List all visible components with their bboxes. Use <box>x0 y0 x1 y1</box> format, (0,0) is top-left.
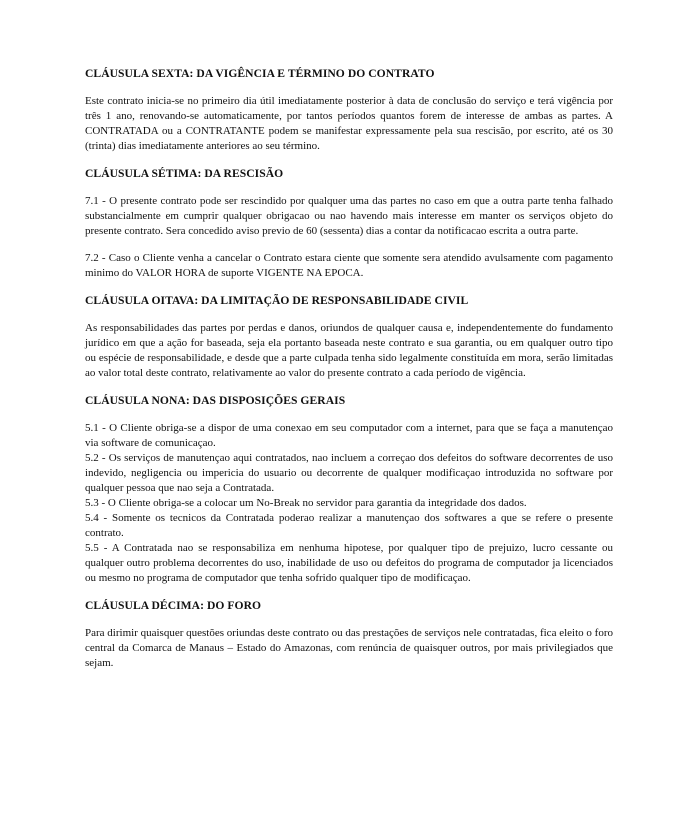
clause-eighth <box>85 294 613 381</box>
clause-tenth <box>85 599 613 671</box>
clause-paragraph: As responsabilidades das partes por perdas e danos, oriundos de qualquer causa e, independentemente do fundamento jurídico em que a ação for baseada, seja ela portanto baseada neste contrato e sua garantia, ou em qualquer outro tipo ou espécie de responsabilidade, e desde que a parte culpada tenha sido legalmente constituída em mora, serão limitadas ao valor total deste contrato, relativamente ao valor do presente contrato a cada período de vigência. <box>85 322 613 379</box>
clause-paragraph: Para dirimir quaisquer questões oriundas deste contrato ou das prestações de serviços nele contratadas, fica eleito o foro central da Comarca de Manaus – Estado do Amazonas, com renúncia de quaisquer outros, por mais privilegiados que sejam. <box>85 627 613 669</box>
clause-paragraph: 5.3 - O Cliente obriga-se a colocar um No-Break no servidor para garantia da integridade dos dados. <box>85 497 527 509</box>
clause-paragraph: 7.2 - Caso o Cliente venha a cancelar o Contrato estara ciente que somente sera atendido avulsamente com pagamento minimo do VALOR HORA de suporte VIGENTE NA EPOCA. <box>85 252 613 279</box>
clause-sixth <box>85 67 613 154</box>
clause-paragraph: 7.1 - O presente contrato pode ser rescindido por qualquer uma das partes no caso em que a outra parte tenha falhado substancialmente em cumprir qualquer obrigacao ou nao havendo mais interesse em manter os serviços objeto do presente contrato. Sera concedido aviso previo de 60 (sessenta) dias a contar da notificacao escrita a outra parte. <box>85 195 613 237</box>
clause-paragraph: 5.5 - A Contratada nao se responsabiliza em nenhuma hipotese, por qualquer tipo de prejuizo, lucro cessante ou qualquer outro problema decorrentes do uso, inabilidade de uso ou defeitos do programa de computador ja licenciados ou mesmo no programa de computador que tenha sofrido qualquer tipo de modificaçao. <box>85 542 613 584</box>
clause-heading: CLÁUSULA SÉTIMA: DA RESCISÃO <box>85 167 284 180</box>
clause-heading: CLÁUSULA OITAVA: DA LIMITAÇÃO DE RESPONSABILIDADE CIVIL <box>85 294 469 307</box>
clause-heading: CLÁUSULA DÉCIMA: DO FORO <box>85 599 262 612</box>
clause-paragraph: 5.2 - Os serviços de manutençao aqui contratados, nao incluem a correçao dos defeitos do software decorrentes de uso indevido, negligencia ou impericia do usuario ou decorrente de qualquer modificaçao introduzida no software por qualquer pessoa que nao seja a Contratada. <box>85 452 613 494</box>
clause-heading: CLÁUSULA NONA: DAS DISPOSIÇÕES GERAIS <box>85 394 346 407</box>
clause-paragraph: 5.1 - O Cliente obriga-se a dispor de uma conexao em seu computador com a internet, para que se faça a manutençao via software de comunicaçao. <box>85 422 613 449</box>
clause-heading: CLÁUSULA SEXTA: DA VIGÊNCIA E TÉRMINO DO CONTRATO <box>85 67 435 80</box>
clause-ninth <box>85 394 613 586</box>
clause-paragraph: Este contrato inicia-se no primeiro dia útil imediatamente posterior à data de conclusão do serviço e terá vigência por três 1 ano, renovando-se automaticamente, por tantos períodos quantos forem de interesse de ambas as partes. A CONTRATADA ou a CONTRATANTE podem se manifestar expressamente pela sua rescisão, por escrito, até os 30 (trinta) dias imediatamente anteriores ao seu término. <box>85 95 613 152</box>
clause-seventh <box>85 167 613 281</box>
clause-paragraph: 5.4 - Somente os tecnicos da Contratada poderao realizar a manutençao dos softwares a que se refere o presente contrato. <box>85 512 613 539</box>
